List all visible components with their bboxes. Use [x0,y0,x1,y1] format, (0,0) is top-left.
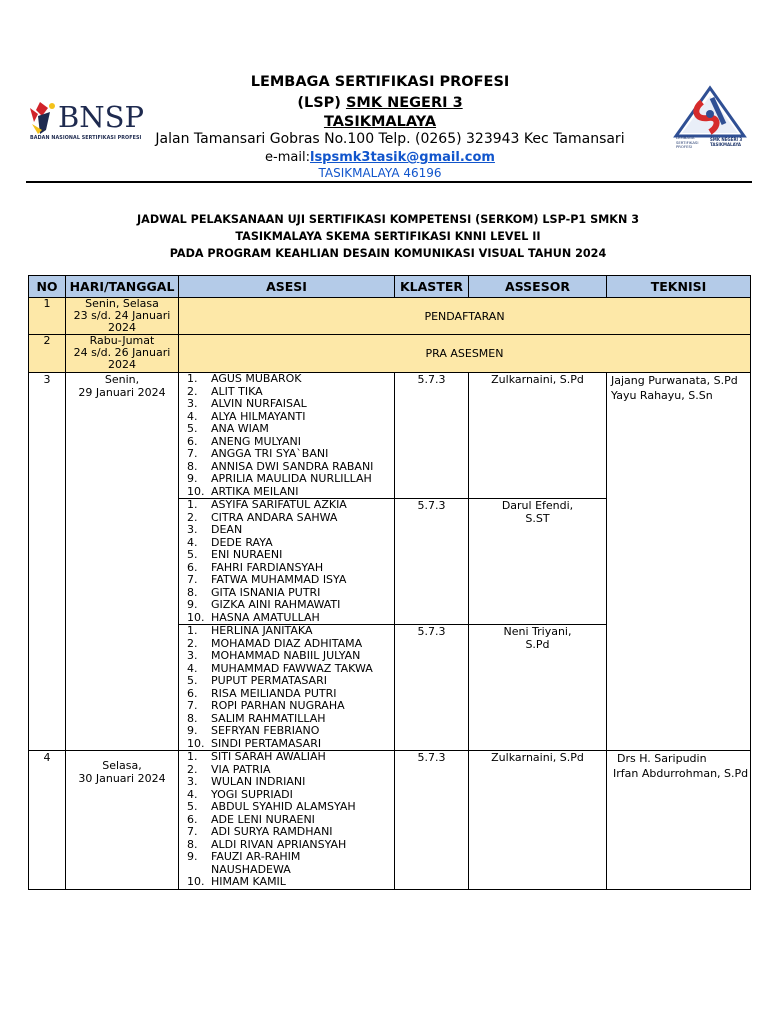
row-day-line: 30 Januari 2024 [78,772,166,785]
teknisi-cell: Jajang Purwanata, S.Pd Yayu Rahayu, S.Sn [607,373,751,751]
list-item: 6. ADE LENI NURAENI [187,812,315,826]
row-no: 4 [29,751,66,890]
teknisi-line: Irfan Abdurrohman, S.Pd [613,767,749,780]
list-item: 5. ANA WIAM [187,422,269,435]
list-item: 10. HASNA AMATULLAH [187,610,320,624]
list-item: 3. MOHAMMAD NABIIL JULYAN [187,649,361,662]
list-item: 2. MOHAMAD DIAZ ADHITAMA [187,636,363,650]
col-header-assesor: ASSESOR [469,276,607,298]
table-header-row [29,276,751,298]
header-postal: TASIKMALAYA 46196 [318,166,442,180]
col-header-no: NO [29,276,66,298]
row-no: 1 [29,298,66,335]
teknisi-cell [607,751,751,890]
assessor-cell: Zulkarnaini, S.Pd [469,373,607,499]
row-no: 3 [29,373,66,751]
asesi-list-cell [179,751,395,890]
col-header-klaster: KLASTER [395,276,469,298]
row-day-line: 2024 [108,358,136,371]
header-lsp-line [210,95,550,111]
list-item: 6. ANENG MULYANI [187,434,302,448]
table-row [29,298,751,335]
teknisi-line: Drs H. Saripudin [617,752,707,765]
asesi-list-cell [179,625,395,751]
table-row [29,335,751,373]
list-item: 8. GITA ISNANIA PUTRI [187,585,321,599]
list-item: 7. FATWA MUHAMMAD ISYA [187,573,347,586]
schedule-title-line3: PADA PROGRAM KEAHLIAN DESAIN KOMUNIKASI VISUAL TAHUN 2024 [169,247,607,260]
klaster-cell: 5.7.3 [395,499,469,625]
row-day [66,751,179,890]
list-item: 4. MUHAMMAD FAWWAZ TAKWA [187,661,373,675]
list-item: 9. GIZKA AINI RAHMAWATI [187,598,341,611]
list-item: 4. YOGI SUPRIADI [187,787,293,801]
asesi-list [179,499,394,624]
klaster-cell: 5.7.3 [395,625,469,751]
header-email-line [210,150,550,165]
row-day [66,335,179,373]
assessor-cell: Zulkarnaini, S.Pd [469,751,607,890]
schedule-title-line2: TASIKMALAYA SKEMA SERTIFIKASI KNNI LEVEL II [235,230,541,243]
table-row [29,751,751,890]
row-no: 2 [29,335,66,373]
list-item: 5. ABDUL SYAHID ALAMSYAH [187,800,356,813]
table-row [29,373,751,499]
list-item: 8. SALIM RAHMATILLAH [187,711,326,725]
list-item: 5. ENI NURAENI [187,548,283,561]
row-day [66,373,179,751]
list-item: 1. ASYIFA SARIFATUL AZKIA [187,498,347,511]
list-item: 10. SINDI PERTAMASARI [187,736,322,750]
col-header-asesi: ASESI [179,276,395,298]
col-header-teknisi: TEKNISI [607,276,751,298]
lsp-logo-caption-right: SMK NEGERI 3 TASIKMALAYA [710,137,743,147]
list-item: 6. RISA MEILIANDA PUTRI [187,686,337,700]
list-item: 4. DEDE RAYA [187,535,273,549]
header-school-name: SMK NEGERI 3 [345,95,463,111]
asesi-list-cell [179,373,395,499]
assessor-cell: Neni Triyani, S.Pd [469,625,607,751]
bnsp-logo-mark-icon [28,100,58,136]
row-day-line: 29 Januari 2024 [78,386,166,399]
list-item: 10. ARTIKA MEILANI [187,484,299,498]
list-item: 8. ANNISA DWI SANDRA RABANI [187,459,374,473]
list-item: 8. ALDI RIVAN APRIANSYAH [187,837,347,851]
list-item: 7. ROPI PARHAN NUGRAHA [187,699,345,712]
row-activity: PRA ASESMEN [179,335,751,373]
list-item: 3. WULAN INDRIANI [187,775,306,788]
list-item: 9. APRILIA MAULIDA NURLILLAH [187,472,372,485]
list-item: 1. SITI SARAH AWALIAH [187,750,326,763]
row-day [66,298,179,335]
row-day-line: 2024 [108,321,136,334]
row-day-line: 24 s/d. 26 Januari [73,346,171,359]
asesi-list [179,751,394,889]
row-day-line: Selasa, [102,759,142,772]
email-link[interactable]: lspsmk3tasik@gmail.com [309,150,495,165]
schedule-table [28,275,751,890]
list-item: 2. ALIT TIKA [187,384,263,398]
schedule-title-line1: JADWAL PELAKSANAAN UJI SERTIFIKASI KOMPETENSI (SERKOM) LSP-P1 SMKN 3 [137,213,639,226]
bnsp-logo-subtitle: BADAN NASIONAL SERTIFIKASI PROFESI [30,136,142,141]
row-day-line: Senin, [104,373,140,386]
assessor-cell: Darul Efendi, S.ST [469,499,607,625]
list-item: 9. FAUZI AR-RAHIM NAUSHADEWA [187,850,301,876]
row-activity: PENDAFTARAN [179,298,751,335]
list-item: 6. FAHRI FARDIANSYAH [187,560,324,574]
list-item: 1. HERLINA JANITAKA [187,624,313,637]
list-item: 4. ALYA HILMAYANTI [187,409,306,423]
row-day-line: 23 s/d. 24 Januari [73,309,171,322]
header-address: Jalan Tamansari Gobras No.100 Telp. (0265) 323943 Kec Tamansari [155,131,625,147]
asesi-list-cell [179,499,395,625]
list-item: 2. VIA PATRIA [187,762,271,776]
header-divider [26,181,752,183]
list-item: 3. ALVIN NURFAISAL [187,397,307,410]
list-item: 7. ANGGA TRI SYA`BANI [187,447,329,460]
asesi-list [179,625,394,750]
klaster-cell: 5.7.3 [395,373,469,499]
list-item: 9. SEFRYAN FEBRIANO [187,724,320,737]
list-item: 2. CITRA ANDARA SAHWA [187,510,338,524]
email-label: e-mail: [265,150,310,165]
row-day-line: Senin, Selasa [85,297,159,310]
list-item: 10. HIMAM KAMIL [187,875,286,888]
header-lsp-prefix: (LSP) [297,95,346,111]
header-city: TASIKMALAYA [323,114,437,130]
lsp-logo-caption-left: LEMBAGA SERTIFIKASI PROFESI [676,135,699,149]
asesi-list [179,373,394,498]
list-item: 3. DEAN [187,523,243,536]
list-item: 1. AGUS MUBAROK [187,372,302,385]
row-day-line: Rabu-Jumat [89,334,155,347]
list-item: 5. PUPUT PERMATASARI [187,674,327,687]
list-item: 7. ADI SURYA RAMDHANI [187,825,333,838]
klaster-cell: 5.7.3 [395,751,469,890]
col-header-day: HARI/TANGGAL [66,276,179,298]
header-institution-name: LEMBAGA SERTIFIKASI PROFESI [250,74,510,90]
bnsp-logo-text: BNSP [58,100,145,134]
